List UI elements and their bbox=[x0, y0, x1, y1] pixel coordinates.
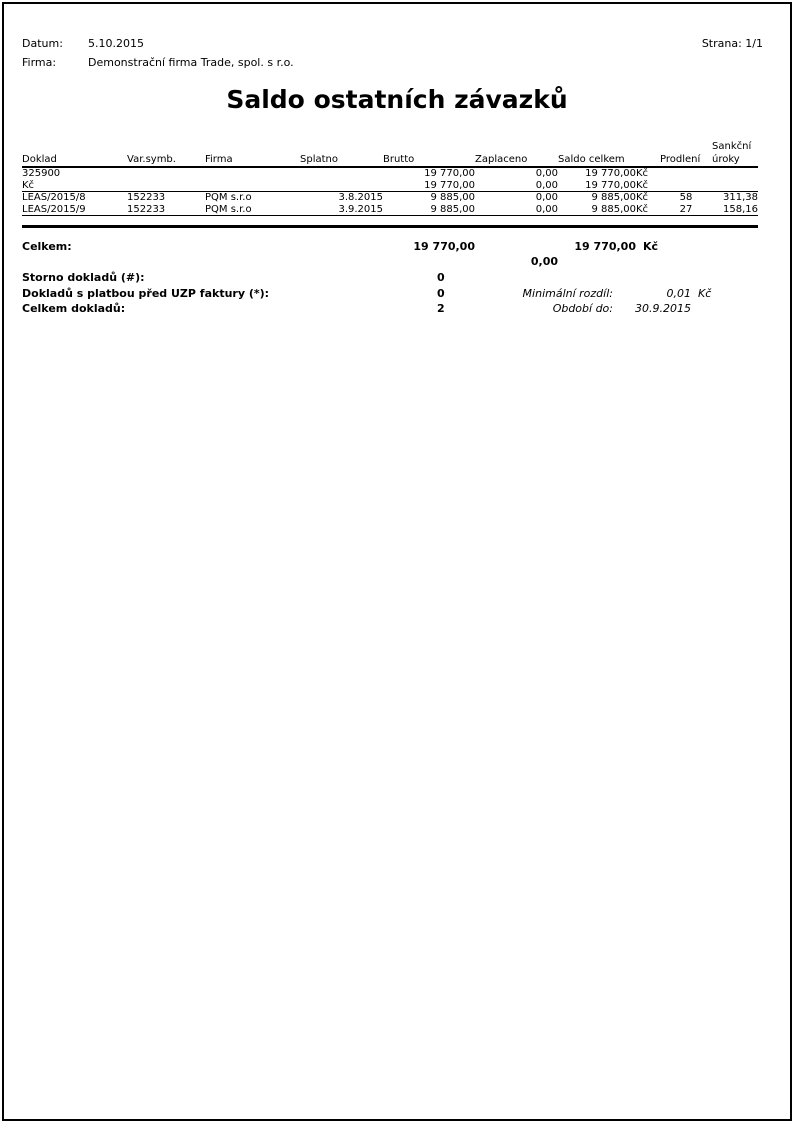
total-label: Celkem: bbox=[22, 240, 72, 253]
storno-value: 0 bbox=[437, 271, 445, 284]
page-number-value: 1/1 bbox=[745, 37, 763, 50]
cell-zaplaceno: 0,00 bbox=[475, 204, 558, 216]
group-total-row bbox=[22, 167, 758, 180]
col-header-saldo-celkem: Saldo celkem bbox=[558, 140, 660, 167]
page-number-label: Strana: bbox=[701, 37, 742, 50]
cell-splatno: 3.8.2015 bbox=[338, 192, 383, 203]
date-label: Datum: bbox=[22, 37, 63, 50]
cell-varsymb: 152233 bbox=[127, 192, 166, 203]
col-header-doklad: Doklad bbox=[22, 140, 127, 167]
cell-uroky: 158,16 bbox=[712, 204, 758, 216]
col-header-brutto: Brutto bbox=[383, 140, 475, 167]
col-header-zaplaceno: Zaplaceno bbox=[475, 140, 558, 167]
table-row bbox=[22, 204, 758, 216]
cell-saldo: 9 885,00 bbox=[558, 204, 636, 216]
cell-currency-saldo: 19 770,00 bbox=[558, 180, 636, 192]
cell-group-zaplaceno: 0,00 bbox=[535, 168, 558, 179]
cell-currency-currency: Kč bbox=[636, 180, 660, 192]
table-bottom-rule bbox=[22, 225, 758, 228]
col-header-prodleni: Prodlení bbox=[660, 140, 712, 167]
company-value: Demonstrační firma Trade, spol. s r.o. bbox=[88, 56, 294, 69]
cell-firma: PQM s.r.o bbox=[205, 204, 300, 216]
doc-count-value: 2 bbox=[437, 302, 445, 315]
total-saldo-value: 19 770,00 bbox=[574, 240, 636, 253]
total-zaplaceno-value: 0,00 bbox=[530, 255, 558, 268]
cell-brutto: 9 885,00 bbox=[383, 204, 475, 216]
total-saldo-currency: Kč bbox=[643, 240, 659, 253]
cell-varsymb: 152233 bbox=[127, 204, 205, 216]
cell-splatno: 3.9.2015 bbox=[300, 204, 383, 216]
date-value: 5.10.2015 bbox=[88, 37, 144, 50]
cell-currency-brutto: 19 770,00 bbox=[383, 180, 475, 192]
cell-currency: Kč bbox=[636, 192, 649, 203]
cell-firma: PQM s.r.o bbox=[205, 192, 252, 203]
cell-prodleni: 58 bbox=[679, 192, 693, 203]
min-diff-value: 0,01 bbox=[666, 287, 691, 300]
cell-group-currency: Kč bbox=[636, 168, 649, 179]
cell-zaplaceno: 0,00 bbox=[535, 192, 558, 203]
sankcni-uroky-line1: Sankční bbox=[712, 141, 752, 152]
page-number bbox=[702, 37, 763, 50]
storno-label: Storno dokladů (#): bbox=[22, 271, 145, 284]
cell-doklad: LEAS/2015/9 bbox=[22, 204, 127, 216]
min-diff-label: Minimální rozdíl: bbox=[522, 287, 613, 300]
cell-currency-zaplaceno: 0,00 bbox=[475, 180, 558, 192]
company-label: Firma: bbox=[22, 56, 57, 69]
currency-subtotal-row bbox=[22, 180, 758, 192]
uzp-label: Dokladů s platbou před UZP faktury (*): bbox=[22, 287, 270, 300]
cell-uroky: 311,38 bbox=[723, 192, 758, 203]
cell-prodleni: 27 bbox=[660, 204, 712, 216]
uzp-value: 0 bbox=[437, 287, 445, 300]
min-diff-currency: Kč bbox=[698, 287, 712, 300]
period-label: Období do: bbox=[552, 302, 613, 315]
cell-brutto: 9 885,00 bbox=[430, 192, 475, 203]
col-header-varsymb: Var.symb. bbox=[127, 140, 205, 167]
total-brutto-value: 19 770,00 bbox=[413, 240, 475, 253]
report-title: Saldo ostatních závazků bbox=[226, 85, 568, 114]
cell-currency: Kč bbox=[636, 204, 660, 216]
cell-currency-label: Kč bbox=[22, 180, 127, 192]
table-row bbox=[22, 192, 758, 204]
col-header-firma: Firma bbox=[205, 140, 300, 167]
cell-group-doklad: 325900 bbox=[22, 168, 61, 179]
doc-count-label: Celkem dokladů: bbox=[22, 302, 126, 315]
sankcni-uroky-line2: úroky bbox=[712, 154, 740, 165]
col-header-sankcni-uroky bbox=[712, 140, 758, 167]
cell-doklad: LEAS/2015/8 bbox=[22, 192, 86, 203]
col-header-splatno: Splatno bbox=[300, 140, 383, 167]
cell-group-saldo: 19 770,00 bbox=[585, 168, 636, 179]
table-header-row bbox=[22, 140, 758, 167]
cell-saldo: 9 885,00 bbox=[591, 192, 636, 203]
cell-group-brutto: 19 770,00 bbox=[424, 168, 475, 179]
period-value: 30.9.2015 bbox=[635, 302, 691, 315]
saldo-table bbox=[22, 140, 758, 216]
